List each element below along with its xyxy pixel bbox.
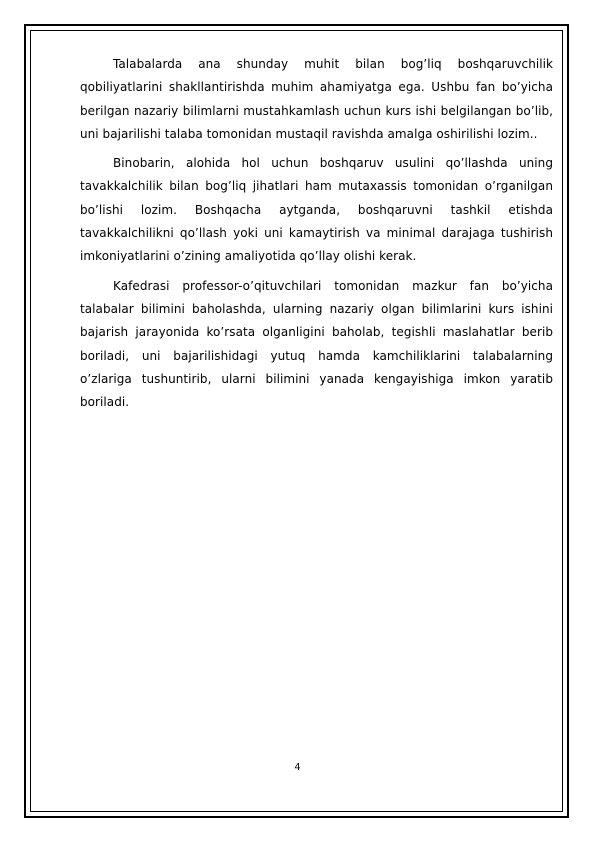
paragraph-1: Talabalarda ana shunday muhit bilan bog’liq boshqaruvchilik qobiliyatlarini shakllantirishda muhim ahamiyatga ega. Ushbu fan bo’yicha berilgan nazariy bilimlarni mustahkamlash uchun kurs ishi belgilangan bo’lib, uni bajarilishi talaba tomonidan mustaqil ravishda amalga oshirilishi lozim..	[80, 57, 553, 141]
paragraph-2: Binobarin, alohida hol uchun boshqaruv usulini qo’llashda uning tavakkalchilik bilan bog’liq jihatlari ham mutaxassis tomonidan o’rganilgan bo’lishi lozim. Boshqacha aytganda, boshqaruvni tashkil etishda tavakkalchilikni qo’llash yoki uni kamaytirish va minimal darajaga tushirish imkoniyatlarini o’zining amaliyotida qo’llay olishi kerak.	[80, 156, 553, 264]
page-number: 4	[294, 762, 301, 773]
paragraph-3: Kafedrasi professor-o’qituvchilari tomonidan mazkur fan bo’yicha talabalar bilimini baholashda, ularning nazariy olgan bilimlarini kurs ishini bajarish jarayonida ko’rsata olganligini baholab, tegishli maslahatlar berib boriladi, uni bajarilishidagi yutuq hamda kamchiliklarini talabalarning o’zlariga tushuntirib, ularni bilimini yanada kengayishiga imkon yaratib boriladi.	[80, 278, 553, 410]
document-body	[80, 53, 553, 420]
